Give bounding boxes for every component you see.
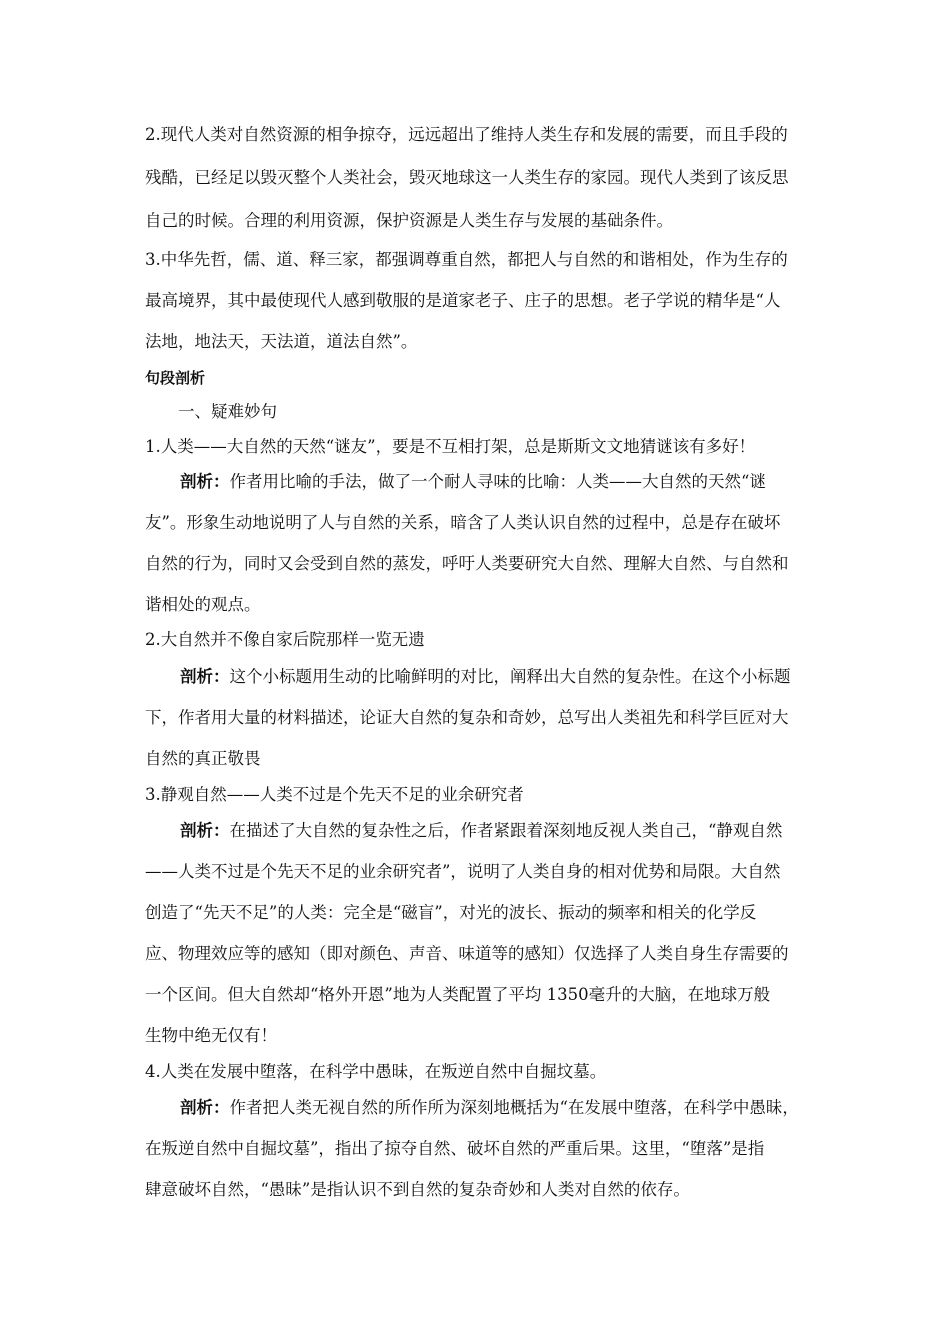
item3-analysis-line-3: 创造了“先天不足”的人类：完全是“磁盲”，对光的波长、振动的频率和相关的化学反 — [145, 903, 757, 922]
item4-analysis-line-2: 在叛逆自然中自掘坟墓”，指出了掠夺自然、破坏自然的严重后果。这里，“堕落”是指 — [145, 1139, 765, 1158]
item1-title: 1.人类——大自然的天然“谜友”，要是不互相打架，总是斯斯文文地猜谜该有多好！ — [145, 437, 756, 456]
analysis-label: 剖析： — [180, 1098, 230, 1117]
item2-title: 2.大自然并不像自家后院那样一览无遗 — [145, 630, 425, 649]
para2-line-1: 2.现代人类对自然资源的相争掠夺，远远超出了维持人类生存和发展的需要，而且手段的 — [145, 125, 788, 144]
para2-line-2: 残酷，已经足以毁灭整个人类社会，毁灭地球这一人类生存的家园。现代人类到了该反思 — [145, 168, 789, 187]
para3-line-2: 最高境界，其中最使现代人感到敬服的是道家老子、庄子的思想。老子学说的精华是“人 — [145, 291, 781, 310]
section-heading: 句段剖析 — [145, 369, 206, 387]
para2-line-3: 自己的时候。合理的利用资源，保护资源是人类生存与发展的基础条件。 — [145, 211, 673, 230]
item1-analysis-line-4: 谐相处的观点。 — [145, 595, 261, 614]
item1-analysis-line-2: 友”。形象生动地说明了人与自然的关系，暗含了人类认识自然的过程中，总是存在破坏 — [145, 513, 781, 532]
item3-analysis-line-1 — [180, 820, 782, 842]
item2-analysis-line-3: 自然的真正敬畏 — [145, 749, 261, 768]
item3-analysis-line-6: 生物中绝无仅有！ — [145, 1026, 277, 1045]
item3-title: 3.静观自然——人类不过是个先天不足的业余研究者 — [145, 785, 524, 804]
analysis-text: 在描述了大自然的复杂性之后，作者紧跟着深刻地反视人类自己，“静观自然 — [229, 821, 783, 840]
para3-line-3: 法地，地法天，天法道，道法自然”。 — [145, 332, 418, 351]
analysis-text: 作者把人类无视自然的所作所为深刻地概括为“在发展中堕落，在科学中愚昧， — [229, 1098, 799, 1117]
analysis-text: 这个小标题用生动的比喻鲜明的对比，阐释出大自然的复杂性。在这个小标题 — [229, 667, 791, 686]
analysis-label: 剖析： — [180, 821, 230, 840]
item3-analysis-line-4: 应、物理效应等的感知（即对颜色、声音、味道等的感知）仅选择了人类自身生存需要的 — [145, 944, 789, 963]
para3-line-1: 3.中华先哲，儒、道、释三家，都强调尊重自然，都把人与自然的和谐相处，作为生存的 — [145, 250, 788, 269]
item3-analysis-line-2: ——人类不过是个先天不足的业余研究者”，说明了人类自身的相对优势和局限。大自然 — [145, 862, 781, 881]
subheading: 一、疑难妙句 — [178, 402, 277, 421]
analysis-label: 剖析： — [180, 667, 230, 686]
item4-title: 4.人类在发展中堕落，在科学中愚昧，在叛逆自然中自掘坟墓。 — [145, 1062, 607, 1081]
item2-analysis-line-1 — [180, 666, 791, 688]
item2-analysis-line-2: 下，作者用大量的材料描述，论证大自然的复杂和奇妙，总写出人类祖先和科学巨匠对大 — [145, 708, 789, 727]
analysis-label: 剖析： — [180, 472, 230, 491]
item3-analysis-line-5: 一个区间。但大自然却“格外开恩”地为人类配置了平均 1350毫升的大脑，在地球万般 — [145, 985, 771, 1004]
item1-analysis-line-1 — [180, 471, 766, 493]
analysis-text: 作者用比喻的手法，做了一个耐人寻味的比喻：人类——大自然的天然“谜 — [229, 472, 766, 491]
item4-analysis-line-3: 肆意破坏自然，“愚昧”是指认识不到自然的复杂奇妙和人类对自然的依存。 — [145, 1180, 690, 1199]
item1-analysis-line-3: 自然的行为，同时又会受到自然的蒸发，呼吁人类要研究大自然、理解大自然、与自然和 — [145, 554, 789, 573]
item4-analysis-line-1 — [180, 1097, 799, 1119]
